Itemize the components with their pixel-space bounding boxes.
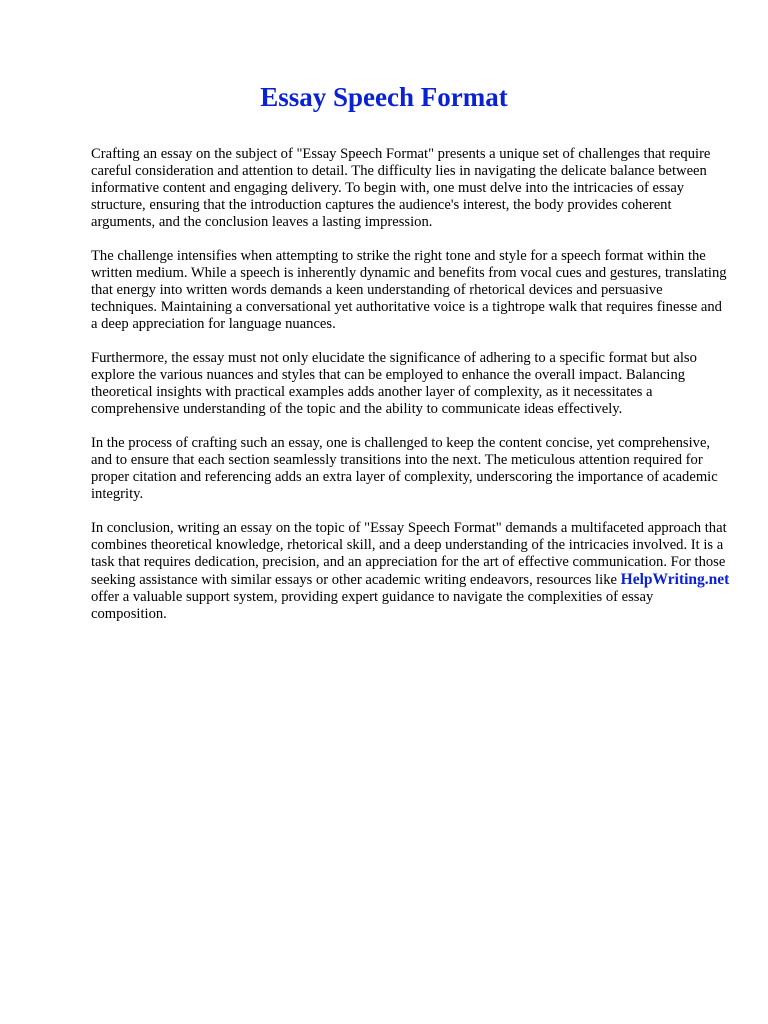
document-title: Essay Speech Format	[260, 82, 508, 112]
paragraph-tone-style: The challenge intensifies when attempting to strike the right tone and style for a speech format within the written medium. While a speech is inherently dynamic and benefits from vocal cues and gestures, translating that energy into written words demands a keen understanding of rhetorical devices and persuasive techniques. Maintaining a conversational yet authoritative voice is a tightrope walk that requires finesse and a deep appreciation for language nuances.	[91, 248, 727, 332]
document-body	[91, 146, 731, 640]
paragraph-process: In the process of crafting such an essay, one is challenged to keep the content concise, yet comprehensive, and to ensure that each section seamlessly transitions into the next. The meticulous attention required for proper citation and referencing adds an extra layer of complexity, underscoring the importance of academic integrity.	[91, 435, 718, 502]
helpwriting-link[interactable]: HelpWriting.net	[620, 571, 730, 588]
paragraph-format-nuances: Furthermore, the essay must not only elucidate the significance of adhering to a specific format but also explore the various nuances and styles that can be employed to enhance the overall impact. Balancing theoretical insights with practical examples adds another layer of complexity, as it necessitates a comprehensive understanding of the topic and the ability to communicate ideas effectively.	[91, 350, 697, 417]
paragraph-intro: Crafting an essay on the subject of "Essay Speech Format" presents a unique set of challenges that require careful consideration and attention to detail. The difficulty lies in navigating the delicate balance between informative content and engaging delivery. To begin with, one must delve into the intricacies of essay structure, ensuring that the introduction captures the audience's interest, the body provides coherent arguments, and the conclusion leaves a lasting impression.	[91, 146, 711, 230]
paragraph-conclusion	[91, 520, 731, 623]
conclusion-text-after-link: offer a valuable support system, providing expert guidance to navigate the complexities of essay composition.	[91, 589, 654, 622]
conclusion-text-before-link: In conclusion, writing an essay on the topic of "Essay Speech Format" demands a multifaceted approach that combines theoretical knowledge, rhetorical skill, and a deep understanding of the intricacies involved. It is a task that requires dedication, precision, and an appreciation for the art of effective communication. For those seeking assistance with similar essays or other academic writing endeavors, resources like	[91, 520, 727, 588]
